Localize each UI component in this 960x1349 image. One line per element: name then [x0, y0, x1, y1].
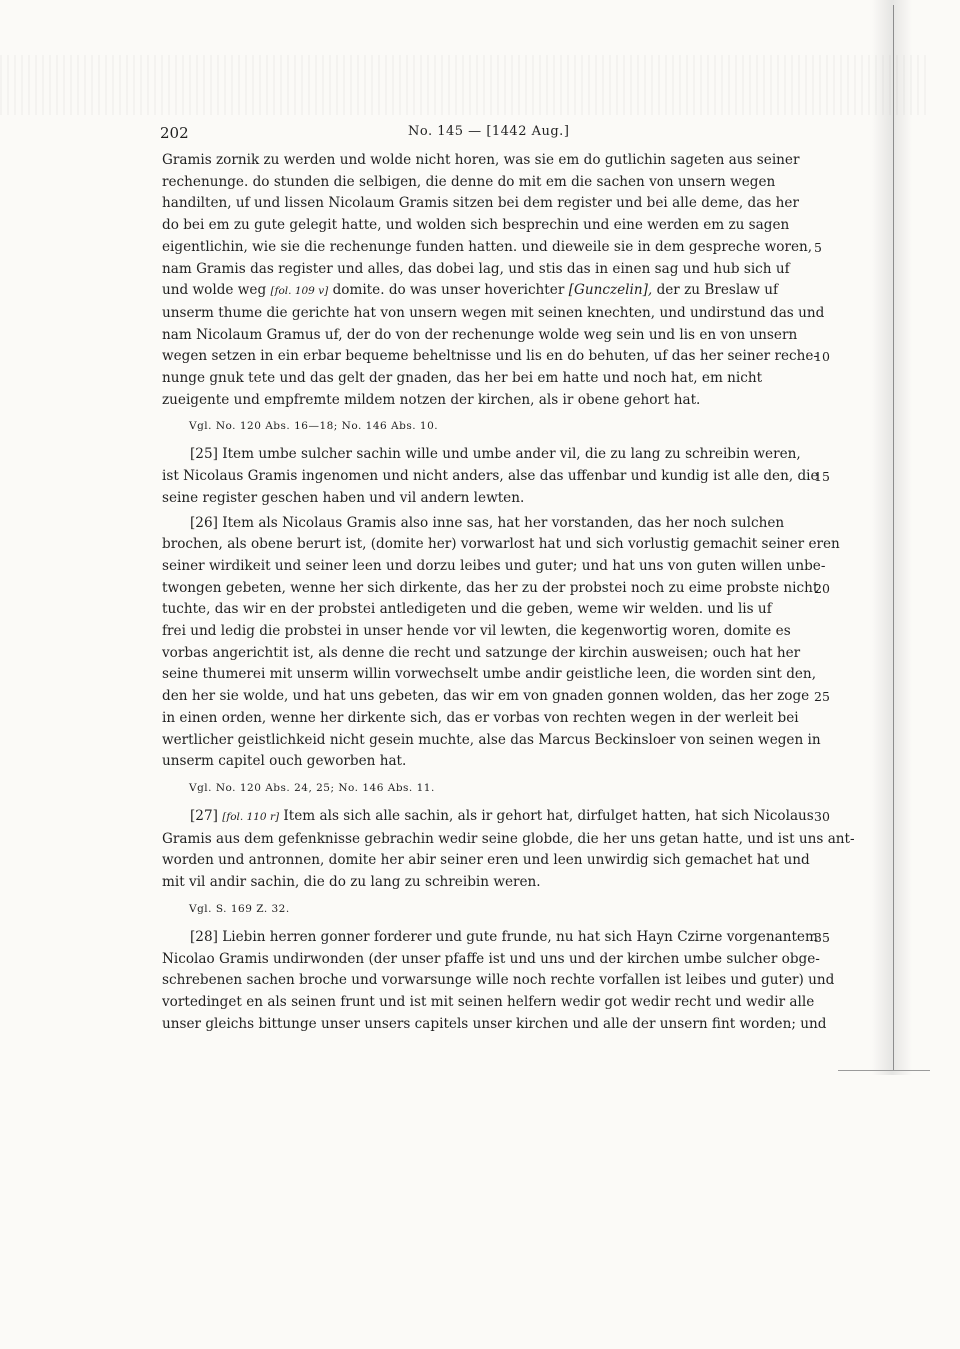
text-line: vortedinget en als seinen frunt und ist mit seinen helfern wedir got wedir recht und wedir alle	[162, 993, 815, 1010]
text-line: seine thumerei mit unserm willin vorwechselt umbe andir geistliche leen, die worden sint den,	[162, 666, 817, 683]
line-number: 10	[814, 349, 830, 365]
text-line: unserm thume die gerichte hat von unsern wegen mit seinen knechten, und undirstund das und	[162, 304, 825, 321]
text-line: brochen, als obene berurt ist, (domite her) vorwarlost hat und sich vorlustig gemachit seiner eren	[162, 536, 840, 553]
text-line: tuchte, das wir en der probstei antledigeten und die geben, weme wir welden. und lis uf	[162, 601, 772, 618]
folio-marker: [fol. 110 r]	[222, 810, 280, 823]
text-content: twongen gebeten, wenne her sich dirkente, das her zu der probstei noch zu eime probste nicht	[162, 579, 819, 596]
text-content: eigentlichin, wie sie die rechenunge funden hatten. und dieweile sie in dem gespreche woren,	[162, 238, 813, 255]
text-line: wertlicher geistlichkeid nicht gesein muchte, alse das Marcus Beckinsloer von seinen wegen in	[162, 731, 821, 748]
text-line: mit vil andir sachin, die do zu lang zu schreibin weren.	[162, 874, 541, 891]
line-number: 20	[814, 580, 830, 596]
text-line-35	[162, 927, 830, 949]
line-number: 15	[814, 469, 830, 485]
folio-marker: [fol. 109 v]	[270, 285, 329, 298]
text-line: do bei em zu gute gelegit hatte, und wolden sich besprechin und eine werden em zu sagen	[162, 217, 790, 234]
line-number: 25	[814, 689, 830, 705]
page-number: 202	[160, 124, 189, 142]
body-text	[162, 150, 855, 1035]
paragraph-number: [27]	[190, 807, 218, 824]
text-content: Item als sich alle sachin, als ir gehort hat, dirfulget hatten, hat sich Nicolaus	[283, 807, 814, 824]
text-line-20	[162, 578, 830, 600]
text-line: seiner wirdikeit und seiner leen und dorzu leibes und guter; und hat uns von guten willen unbe-	[162, 557, 826, 574]
scan-edge-shadow	[872, 0, 912, 1075]
text-content: ist Nicolaus Gramis ingenomen und nicht anders, alse das uffenbar und kundig ist alle den, die	[162, 468, 819, 485]
line-number: 30	[814, 808, 830, 824]
paragraph-27	[162, 806, 855, 894]
text-line: rechenunge. do stunden die selbigen, die denne do mit em die sachen von unsern wegen	[162, 173, 776, 190]
cross-reference: Vgl. S. 169 Z. 32.	[189, 902, 290, 915]
text-content: wegen setzen in ein erbar bequeme beheltnisse und lis en do behuten, uf das her seiner reche-	[162, 348, 818, 365]
line-number: 5	[814, 239, 822, 255]
paragraph-28	[162, 927, 835, 1036]
text-content: den her sie wolde, und hat uns gebeten, das wir em von gnaden gonnen wolden, das her zoge	[162, 688, 810, 705]
text-line-30	[162, 806, 830, 829]
text-line: frei und ledig die probstei in unser hende vor vil lewten, die kegenwortig woren, domite es	[162, 623, 791, 640]
text-line: [26] Item als Nicolaus Gramis also inne sas, hat her vorstanden, das her noch sulchen	[190, 514, 785, 531]
scan-noise	[0, 55, 930, 115]
text-content: und wolde weg	[162, 282, 267, 299]
text-line: vorbas angerichtit ist, als denne die recht und satzunge der kirchin ausweisen; ouch hat her	[162, 644, 801, 661]
text-line-15	[162, 466, 830, 488]
text-line: Gramis aus dem gefenknisse gebrachin wedir seine globde, die her uns getan hatte, und ist uns ant-	[162, 830, 855, 847]
text-line: unserm capitel ouch geworben hat.	[162, 753, 407, 770]
paragraph-25	[162, 444, 830, 509]
scan-edge-line	[893, 5, 894, 1070]
text-line: handilten, uf und lissen Nicolaum Gramis sitzen bei dem register und bei alle deme, das her	[162, 195, 799, 212]
scan-edge-foot	[838, 1070, 930, 1071]
paragraph-26	[162, 513, 840, 773]
text-line: Nicolao Gramis undirwonden (der unser pfaffe ist und uns und der kirchen umbe sulcher obge-	[162, 950, 820, 967]
running-head	[0, 124, 960, 146]
cross-reference: Vgl. No. 120 Abs. 24, 25; No. 146 Abs. 11.	[189, 781, 435, 794]
text-line-5	[162, 237, 822, 259]
text-line: [25] Item umbe sulcher sachin wille und umbe ander vil, die zu lang zu schreibin weren,	[190, 446, 801, 463]
text-line: unser gleichs bittunge unser unsers capitels unser kirchen und alle der unsern fint worden; und	[162, 1015, 827, 1032]
text-line-10	[162, 346, 830, 368]
line-number: 35	[814, 929, 830, 945]
page-header: No. 145 — [1442 Aug.]	[408, 124, 570, 139]
text-line: worden und antronnen, domite her abir seiner eren und leen unwirdig sich gemachet hat und	[162, 852, 810, 869]
cross-reference: Vgl. No. 120 Abs. 16—18; No. 146 Abs. 10.	[189, 420, 439, 433]
text-line: zueigente und empfremte mildem notzen der kirchen, als ir obene gehort hat.	[162, 391, 701, 408]
text-line: nunge gnuk tete und das gelt der gnaden, das her bei em hatte und noch hat, em nicht	[162, 370, 763, 387]
text-content: [28] Liebin herren gonner forderer und gute frunde, nu hat sich Hayn Czirne vorgenantem	[190, 928, 818, 945]
text-line: seine register geschen haben und vil andern lewten.	[162, 489, 525, 506]
text-line: schrebenen sachen broche und vorwarsunge wille noch rechte vorfallen ist leibes und guter) und	[162, 972, 835, 989]
text-content: domite. do was unser hoverichter	[332, 282, 565, 299]
paragraph-24-cont	[162, 150, 830, 411]
text-line: nam Gramis das register und alles, das dobei lag, und stis das in einen sag und hub sich uf	[162, 260, 790, 277]
text-line: Gramis zornik zu werden und wolde nicht horen, was sie em do gutlichin sageten aus seiner	[162, 152, 800, 168]
text-content: der zu Breslaw uf	[656, 282, 779, 299]
text-line-25	[162, 686, 830, 708]
editorial-insertion: [Gunczelin],	[568, 282, 653, 299]
text-line	[162, 280, 812, 303]
text-line: nam Nicolaum Gramus uf, der do von der rechenunge wolde weg sein und lis en von unsern	[162, 326, 798, 343]
text-line: in einen orden, wenne her dirkente sich, das er vorbas von rechten wegen in der werleit bei	[162, 709, 799, 726]
